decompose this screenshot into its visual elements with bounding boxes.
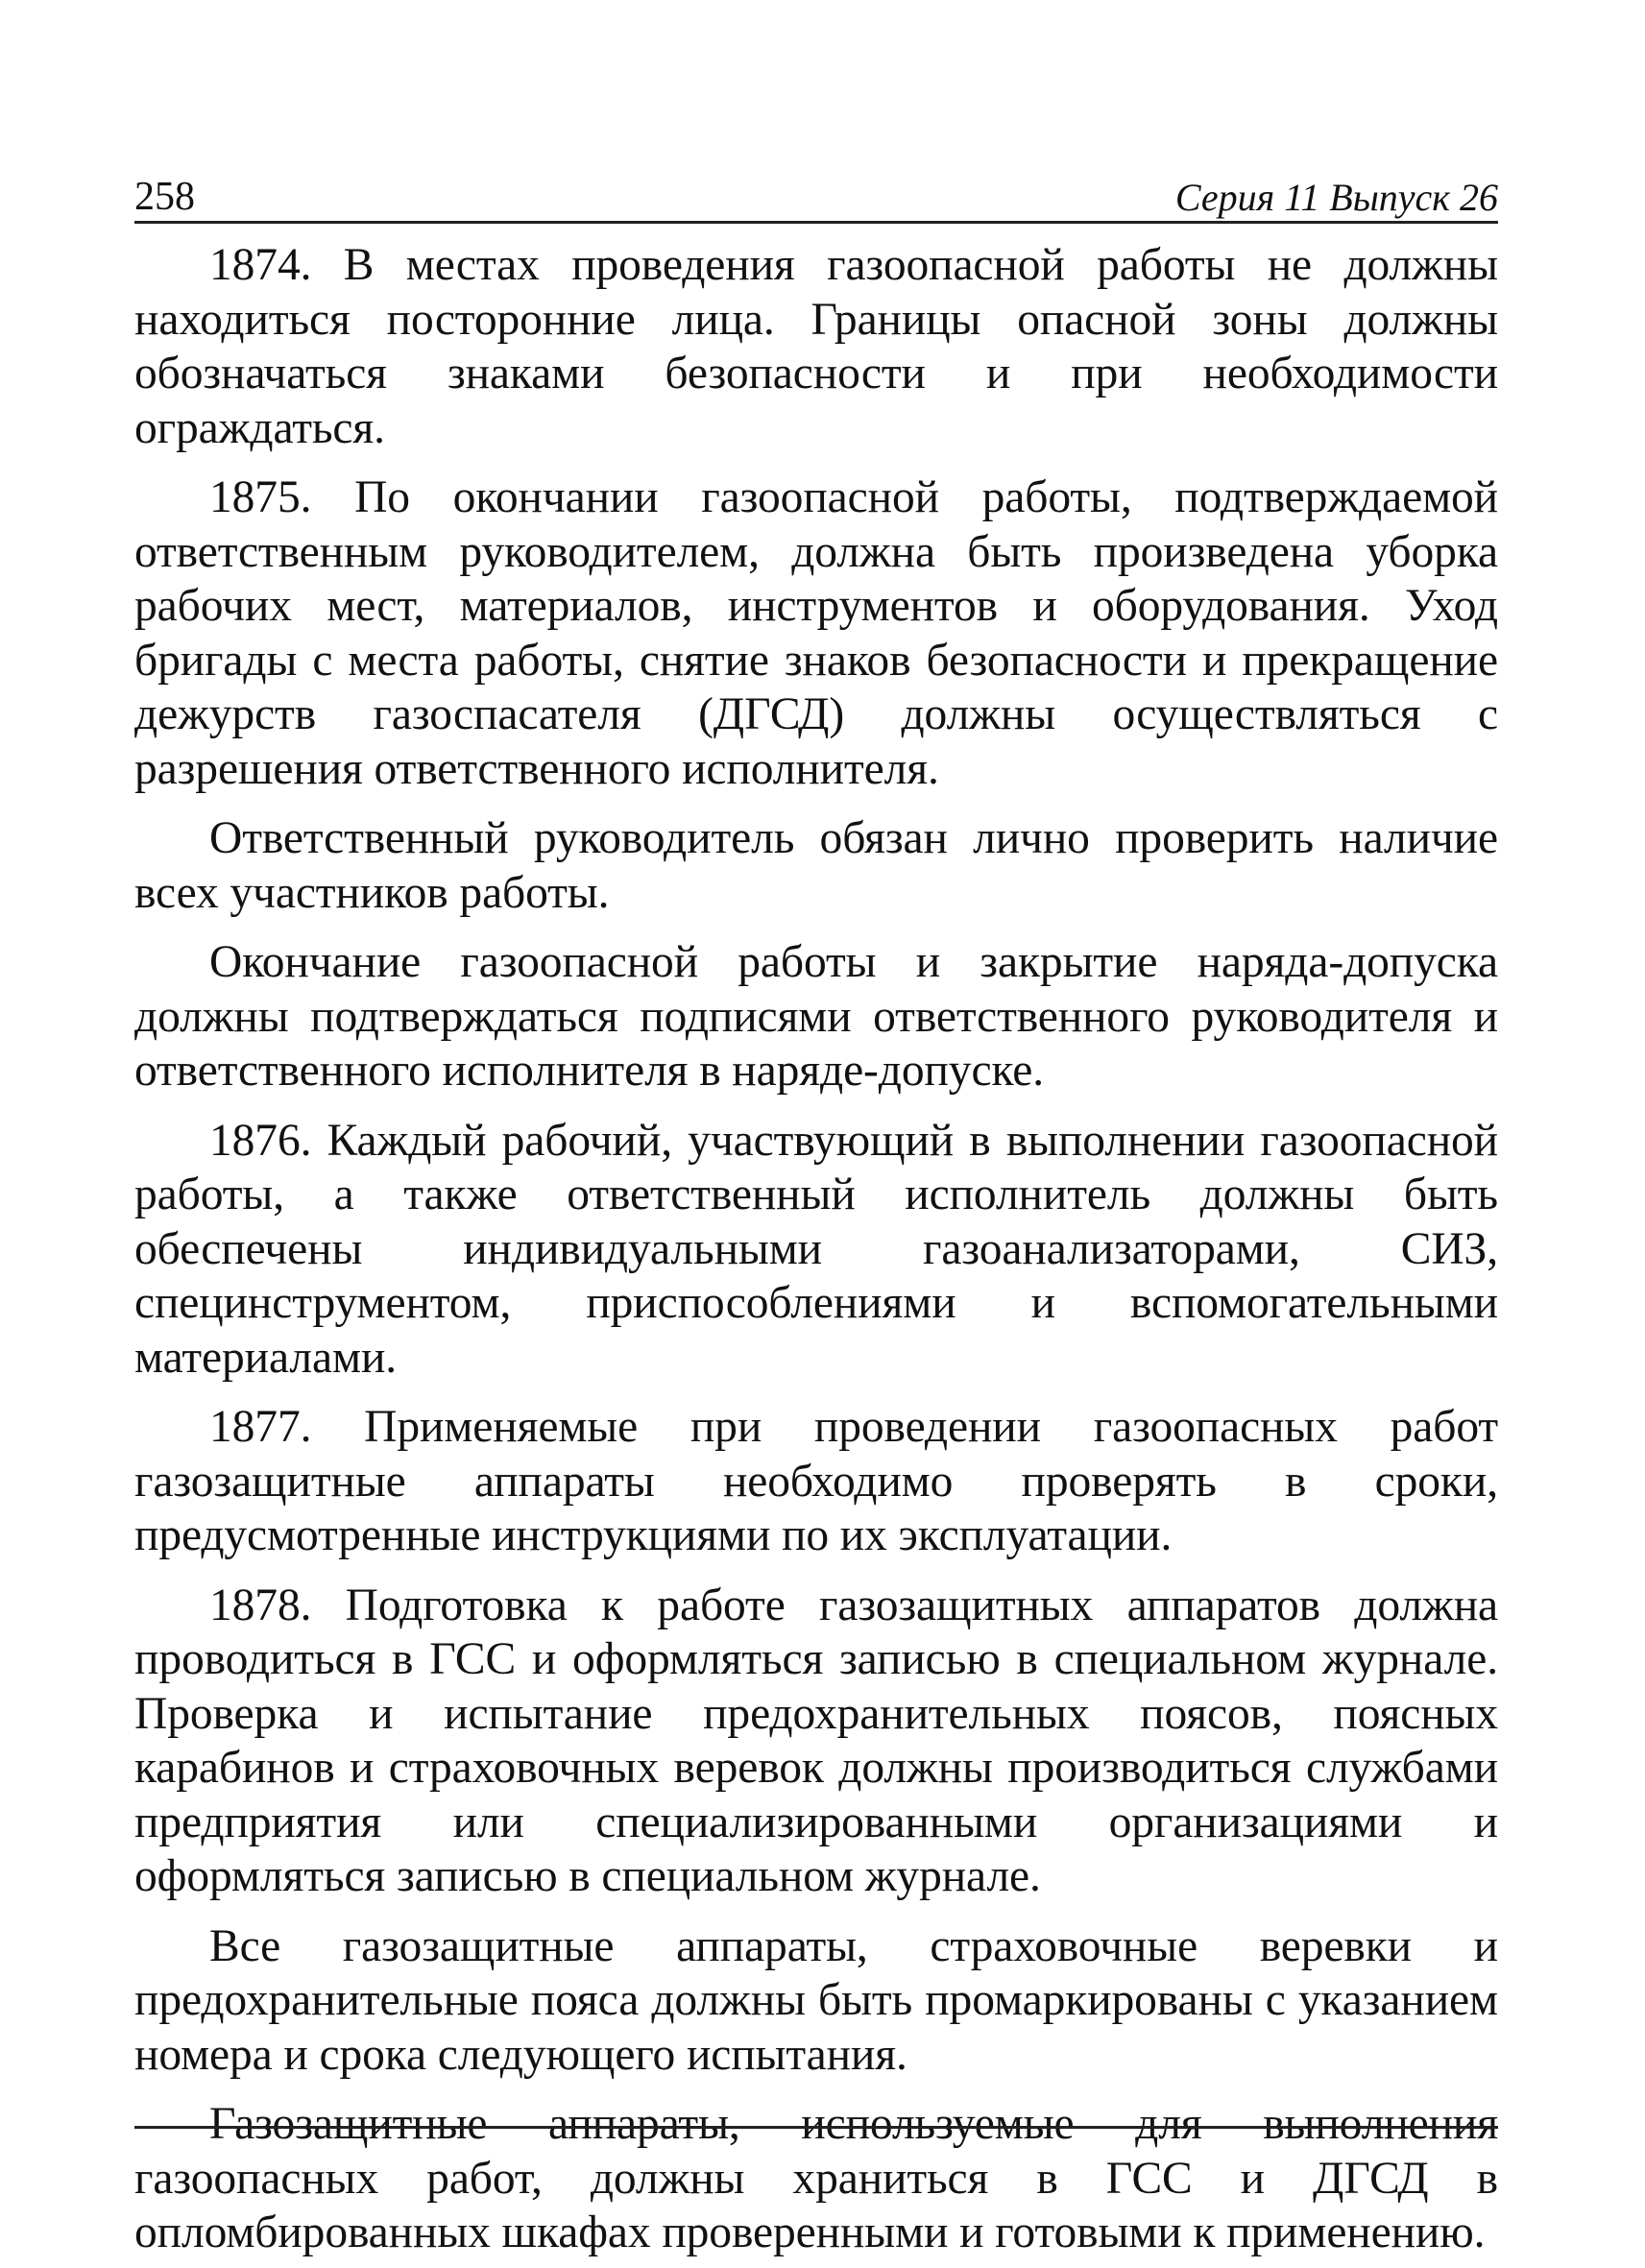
paragraph-1878-marking: Все газозащитные аппараты, страховочные веревки и предохранительные пояса должны быть промаркированы с указанием номера и срока следующего испытания. — [134, 1920, 1498, 2080]
paragraph-1878: 1878. Подготовка к работе газозащитных аппаратов должна проводиться в ГСС и оформляться записью в специальном журнале. Проверка и испытание предохранительных поясов, поясных карабинов и страховочных веревок должны производиться службами предприятия или специализированными организациями и оформляться записью в специальном журнале. — [134, 1580, 1498, 1901]
paragraph-1878-storage: Газозащитные аппараты, используемые для выполнения газоопасных работ, должны храниться в ГСС и ДГСД в опломбированных шкафах проверенными и готовыми к применению. — [134, 2099, 1498, 2257]
paragraph-1875: 1875. По окончании газоопасной работы, подтверждаемой ответственным руководителем, должна быть произведена уборка рабочих мест, материалов, инструментов и оборудования. Уход бригады с места работы, снятие знаков безопасности и прекращение дежурств газоспасателя (ДГСД) должны осуществляться с разрешения ответственного исполнителя. — [134, 472, 1498, 794]
paragraph-1876: 1876. Каждый рабочий, участвующий в выполнении газоопасной работы, а также ответственный исполнитель должны быть обеспечены индивидуальными газоанализаторами, СИЗ, специнструментом, приспособлениями и вспомогательными материалами. — [134, 1115, 1498, 1383]
series-info: Серия 11 Выпуск 26 — [1174, 176, 1498, 219]
paragraph-1874: 1874. В местах проведения газоопасной работы не должны находиться посторонние лица. Границы опасной зоны должны обозначаться знаками безопасности и при необходимости ограждаться. — [134, 240, 1498, 453]
paragraph-1877: 1877. Применяемые при проведении газоопасных работ газозащитные аппараты необходимо проверять в сроки, предусмотренные инструкциями по их эксплуатации. — [134, 1402, 1498, 1560]
paragraph-1875-permit-closure: Окончание газоопасной работы и закрытие наряда-допуска должны подтверждаться подписями ответственного руководителя и ответственного исполнителя в наряде-допуске. — [134, 937, 1498, 1096]
page-header — [134, 167, 1498, 224]
page-number: 258 — [134, 175, 195, 219]
footer-rule — [134, 2126, 1498, 2129]
body-text — [134, 238, 1498, 2257]
paragraph-1875-supervisor-check: Ответственный руководитель обязан лично проверить наличие всех участников работы. — [134, 813, 1498, 918]
